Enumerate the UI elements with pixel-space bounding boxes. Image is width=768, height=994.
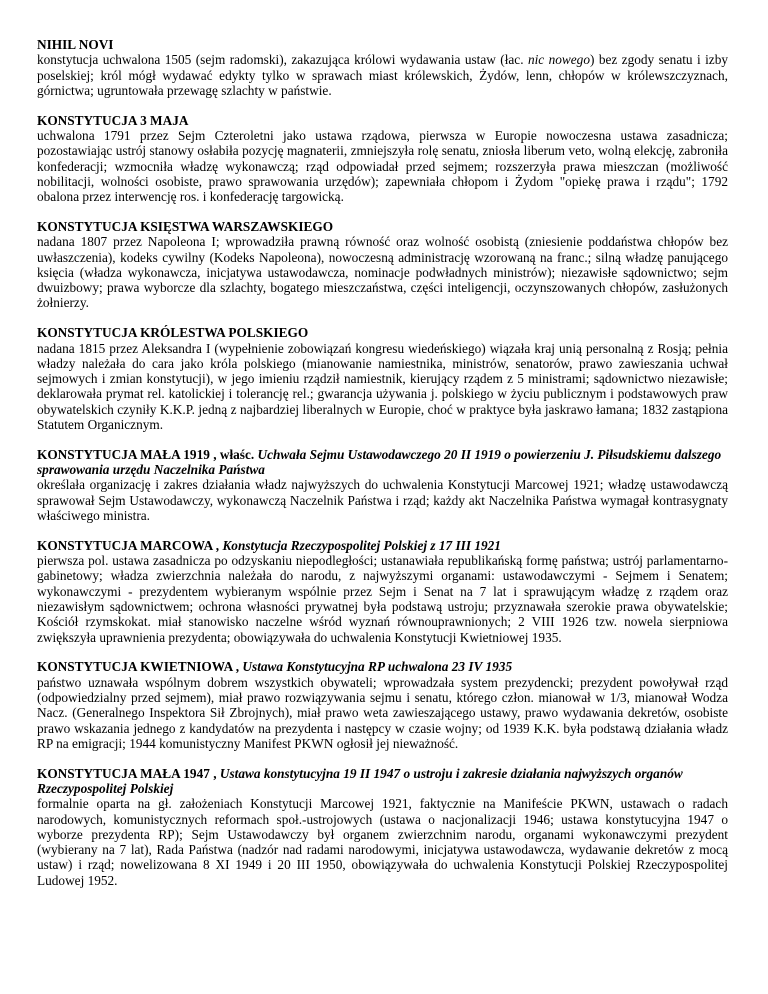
entry-title-text: KONSTYTUCJA MAŁA 1919 , właśc.: [37, 446, 258, 462]
entry-title: [37, 37, 728, 52]
entry-body: państwo uznawała wspólnym dobrem wszystkich obywateli; wprowadzała system prezydencki; prezydent powoływał rząd (odpowiedzialny przed sejmem), miał prawo rozwiązywania sejmu i senatu, którego człon. mianował w 1/3, mianował Wodza Nacz. (Generalnego Inspektora Sił Zbrojnych), miał prawo weta zawieszającego ustawy, prawo wydawania dekretów, osobiste prawo wskazania jednego z kandydatów na prezydenta i następcy w czasie wojny; od 1939 K.K. była podstawą działania władz RP na emigracji; 1944 komunistyczny Manifest PKWN ogłosił jej nieważność.: [37, 674, 728, 751]
entry-konstytucja-mala-1947: [37, 766, 728, 888]
entry-title-text: KONSTYTUCJA KWIETNIOWA ,: [37, 659, 243, 675]
entry-title-text: NIHIL NOVI: [37, 37, 114, 52]
entry-konstytucja-kwietniowa: [37, 659, 728, 751]
entry-subtitle: Uchwała Sejmu Ustawodawczego 20 II 1919 o powierzeniu J. Piłsudskiemu dalszego sprawowania urzędu Naczelnika Państwa: [37, 446, 722, 478]
entry-body-text: konstytucja uchwalona 1505 (sejm radomski), zakazująca królowi wydawania ustaw (łac.: [37, 52, 528, 68]
entry-body: uchwalona 1791 przez Sejm Czteroletni jako ustawa rządowa, pierwsza w Europie nowoczesna ustawa zasadnicza; pozostawiając ustrój stanowy osłabiła pozycję magnaterii, zmniejszyła rolę senatu, zniosła liberum veto, wolną elekcję, zabroniła konfederacji; wzmocniła władzę wykonawczą; rząd odpowiadał przed sejmem; rozszerzyła prawa mieszczan (możliwość nobilitacji, wolności osobiste, prawo sprawowania urzędów); zapewniała chłopom i Żydom "opiekę prawa i rządu"; 1792 obalona przez interwencję ros. i konfederację targowicką.: [37, 127, 728, 205]
entry-body: nadana 1815 przez Aleksandra I (wypełnienie zobowiązań kongresu wiedeńskiego) wiązała kraj unią personalną z Rosją; pełnia władzy należała do cara jako króla polskiego (mianowanie namiestnika, ministrów, senatorów, prawo zawieszania uchwał sejmowych i zmian konstytucji), w jego imieniu rządził namiestnik, kierujący rządem z 5 ministrami; sądownictwo niezawisłe; deklarowała prymat rel. katolickiej i tolerancję rel.; gwarancja używania j. polskiego w życiu publicznym i podstawowych praw obywatelskich czyniły K.K.P. jedną z najbardziej liberalnych w Europie, choć w praktyce była jaskrawo łamana; 1832 zastąpiona Statutem Organicznym.: [37, 340, 728, 433]
entry-body: nadana 1807 przez Napoleona I; wprowadziła prawną równość oraz wolność osobistą (zniesienie poddaństwa chłopów bez uwłaszczenia), kodeks cywilny (Kodeks Napoleona), nowoczesną administrację wzorowaną na franc.; silną władzę panującego księcia (władza wykonawcza, inicjatywa ustawodawcza, nominacje podwładnych ministrów); niezawisłe sądownictwo; sejm dwuizbowy; prawa wyborcze dla szlachty, bogatego mieszczaństwa, części inteligencji, oczynszowanych chłopów, zasłużonych żołnierzy.: [37, 234, 728, 311]
entry-title-text: KONSTYTUCJA MAŁA 1947 ,: [37, 765, 220, 781]
entry-body: [37, 52, 728, 98]
entry-body: pierwsza pol. ustawa zasadnicza po odzyskaniu niepodległości; ustanawiała republikańską formę państwa; ustrój parlamentarno-gabinetowy; władza zwierzchnia należała do narodu, z najwyższymi organami: ustawodawczymi - Sejmem i Senatem; wykonawczymi - prezydentem wybieranym wspólnie przez Sejm i Senat na 7 lat i sprawującym władzę z rządem oraz niezawisłym sądownictwem; ochrona własności prywatnej była podstawą ustroju; przyznawała szerokie prawa obywatelskie; Kościół rzymskokat. miał stanowisko naczelne wśród wyznań równouprawnionych; 2 VIII 1926 tzw. nowela sierpniowa zwiększyła uprawnienia prezydenta; obowiązywała do uchwalenia Konstytucji Kwietniowej 1935.: [37, 553, 728, 645]
entry-title-text: KONSTYTUCJA 3 MAJA: [37, 112, 189, 128]
entry-body: określała organizację i zakres działania władz najwyższych do uchwalenia Konstytucji Marcowej 1921; władzę ustawodawczą sprawował Sejm Ustawodawczy, wykonawczą Naczelnik Państwa i rząd; każdy akt Naczelnika Państwa wymagał kontrasygnaty właściwego ministra.: [37, 477, 728, 524]
entry-title: [37, 113, 728, 128]
entry-konstytucja-krolestwa: [37, 325, 728, 432]
entry-title: [37, 447, 728, 478]
entry-konstytucja-marcowa: [37, 538, 728, 645]
entry-title-text: KONSTYTUCJA KRÓLESTWA POLSKIEGO: [37, 325, 309, 341]
entry-body: formalnie oparta na gł. założeniach Konstytucji Marcowej 1921, faktycznie na Manifeście PKWN, ustawach o radach narodowych, komunistycznych reformach społ.-ustrojowych (ustawa o nacjonalizacji 1946; ustawa konstytucyjna 1947 o wyborze prezydenta RP); Sejm Ustawodawczy był organem zwierzchnim narodu, organami wykonawczymi prezydent (wybierany na 7 lat), Rada Państwa (nadzór nad radami narodowymi, inicjatywa ustawodawcza, wydawanie dekretów z mocą ustaw) i rząd; nowelizowana 8 XI 1949 i 20 III 1950, obowiązywała do uchwalenia Konstytucji Polskiej Rzeczypospolitej Ludowej 1952.: [37, 796, 728, 888]
entry-body-text-end: ) bez zgody senatu i izby poselskiej; król mógł wydawać edykty tylko w sprawach miast królewskich, Żydów, lenn, chłopów w królewszczyznach, górnictwa; ugruntowała przewagę szlachty w państwie.: [37, 52, 728, 98]
entry-subtitle: Ustawa konstytucyjna 19 II 1947 o ustroju i zakresie działania najwyższych organów Rzeczypospolitej Polskiej: [37, 765, 683, 796]
entry-title: [37, 325, 728, 340]
entry-subtitle: Ustawa Konstytucyjna RP uchwalona 23 IV 1935: [242, 659, 513, 675]
entry-subtitle: Konstytucja Rzeczypospolitej Polskiej z 17 III 1921: [222, 537, 501, 553]
entry-title-text: KONSTYTUCJA KSIĘSTWA WARSZAWSKIEGO: [37, 218, 334, 234]
entry-konstytucja-ksiestwa: [37, 219, 728, 311]
entry-konstytucja-mala-1919: [37, 447, 728, 523]
entry-body-emphasis: nic nowego: [527, 52, 590, 68]
entry-title: [37, 659, 728, 674]
entry-title: [37, 538, 728, 553]
document-page: [37, 37, 728, 903]
entry-title: [37, 219, 728, 234]
entry-konstytucja-3-maja: [37, 113, 728, 205]
entry-title: [37, 766, 728, 797]
entry-nihil-novi: [37, 37, 728, 98]
entry-title-text: KONSTYTUCJA MARCOWA ,: [37, 537, 223, 553]
